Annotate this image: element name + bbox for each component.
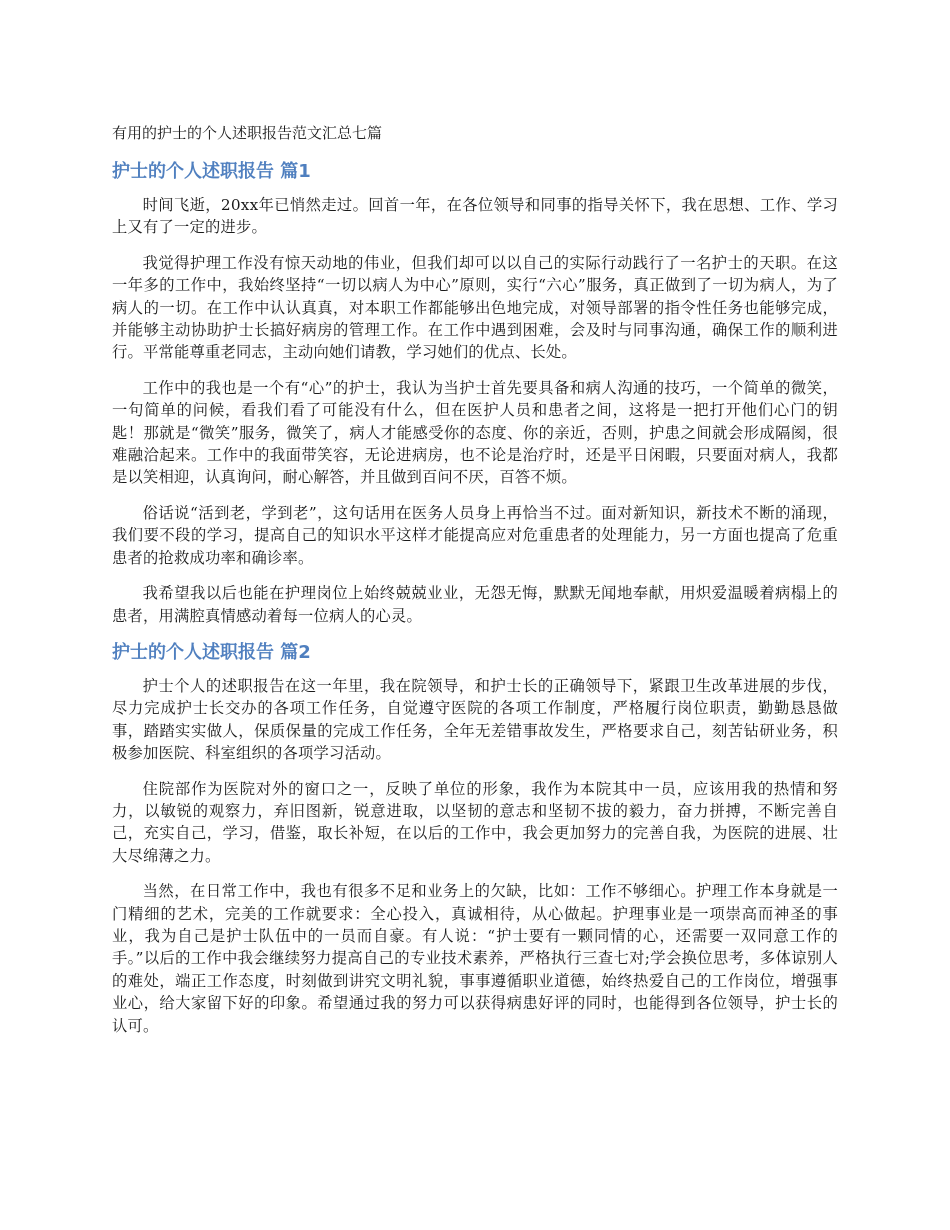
paragraph: 时间飞逝，20xx年已悄然走过。回首一年，在各位领导和同事的指导关怀下，我在思想、工作、学习上又有了一定的进步。 xyxy=(112,196,838,237)
section-1 xyxy=(112,160,838,627)
paragraph: 住院部作为医院对外的窗口之一，反映了单位的形象，我作为本院其中一员，应该用我的热情和努力，以敏锐的观察力，弃旧图新，锐意进取，以坚韧的意志和坚韧不拔的毅力，奋力拼搏，不断完善自己，充实自己，学习，借鉴，取长补短，在以后的工作中，我会更加努力的完善自我，为医院的进展、壮大尽绵薄之力。 xyxy=(112,779,838,865)
paragraph: 护士个人的述职报告在这一年里，我在院领导，和护士长的正确领导下，紧跟卫生改革进展的步伐，尽力完成护士长交办的各项工作任务，自觉遵守医院的各项工作制度，严格履行岗位职责，勤勤恳恳做事，踏踏实实做人，保质保量的完成工作任务，全年无差错事故发生，严格要求自己，刻苦钻研业务，积极参加医院、科室组织的各项学习活动。 xyxy=(112,676,838,763)
document-title: 有用的护士的个人述职报告范文汇总七篇 xyxy=(112,124,383,142)
paragraph: 俗话说“活到老，学到老”，这句话用在医务人员身上再恰当不过。面对新知识，新技术不断的涌现，我们要不段的学习，提高自己的知识水平这样才能提高应对危重患者的处理能力，另一方面也提高了危重患者的抢救成功率和确诊率。 xyxy=(112,503,838,567)
document-page xyxy=(112,122,838,1051)
paragraph: 我希望我以后也能在护理岗位上始终兢兢业业，无怨无悔，默默无闻地奉献，用炽爱温暖着病榻上的患者，用满腔真情感动着每一位病人的心灵。 xyxy=(112,584,838,625)
section-2 xyxy=(112,641,838,1037)
paragraph: 当然，在日常工作中，我也有很多不足和业务上的欠缺，比如：工作不够细心。护理工作本身就是一门精细的艺术，完美的工作就要求：全心投入，真诚相待，从心做起。护理事业是一项崇高而神圣的事业，我为自己是护士队伍中的一员而自豪。有人说：“护士要有一颗同情的心，还需要一双同意工作的手。”以后的工作中我会继续努力提高自己的专业技术素养，严格执行三查七对;学会换位思考，多体谅别人的难处，端正工作态度，时刻做到讲究文明礼貌，事事遵循职业道德，始终热爱自己的工作岗位，增强事业心，给大家留下好的印象。希望通过我的努力可以获得病患好评的同时，也能得到各位领导，护士长的认可。 xyxy=(112,882,838,1035)
section-heading: 护士的个人述职报告 篇1 xyxy=(112,161,311,182)
section-heading: 护士的个人述职报告 篇2 xyxy=(112,641,311,663)
paragraph: 工作中的我也是一个有“心”的护士，我认为当护士首先要具备和病人沟通的技巧，一个简单的微笑，一句简单的问候，看我们看了可能没有什么，但在医护人员和患者之间，这将是一把打开他们心门的钥匙！那就是“微笑”服务，微笑了，病人才能感受你的态度、你的亲近，否则，护患之间就会形成隔阂，很难融洽起来。工作中的我面带笑容，无论进病房，也不论是治疗时，还是平日闲暇，只要面对病人，我都是以笑相迎，认真询问，耐心解答，并且做到百问不厌，百答不烦。 xyxy=(112,378,838,487)
paragraph: 我觉得护理工作没有惊天动地的伟业，但我们却可以以自己的实际行动践行了一名护士的天职。在这一年多的工作中，我始终坚持“一切以病人为中心”原则，实行“六心”服务，真正做到了一切为病人，为了病人的一切。在工作中认认真真，对本职工作都能够出色地完成，对领导部署的指令性任务也能够完成，并能够主动协助护士长搞好病房的管理工作。在工作中遇到困难，会及时与同事沟通，确保工作的顺利进行。平常能尊重老同志，主动向她们请教，学习她们的优点、长处。 xyxy=(112,253,838,362)
